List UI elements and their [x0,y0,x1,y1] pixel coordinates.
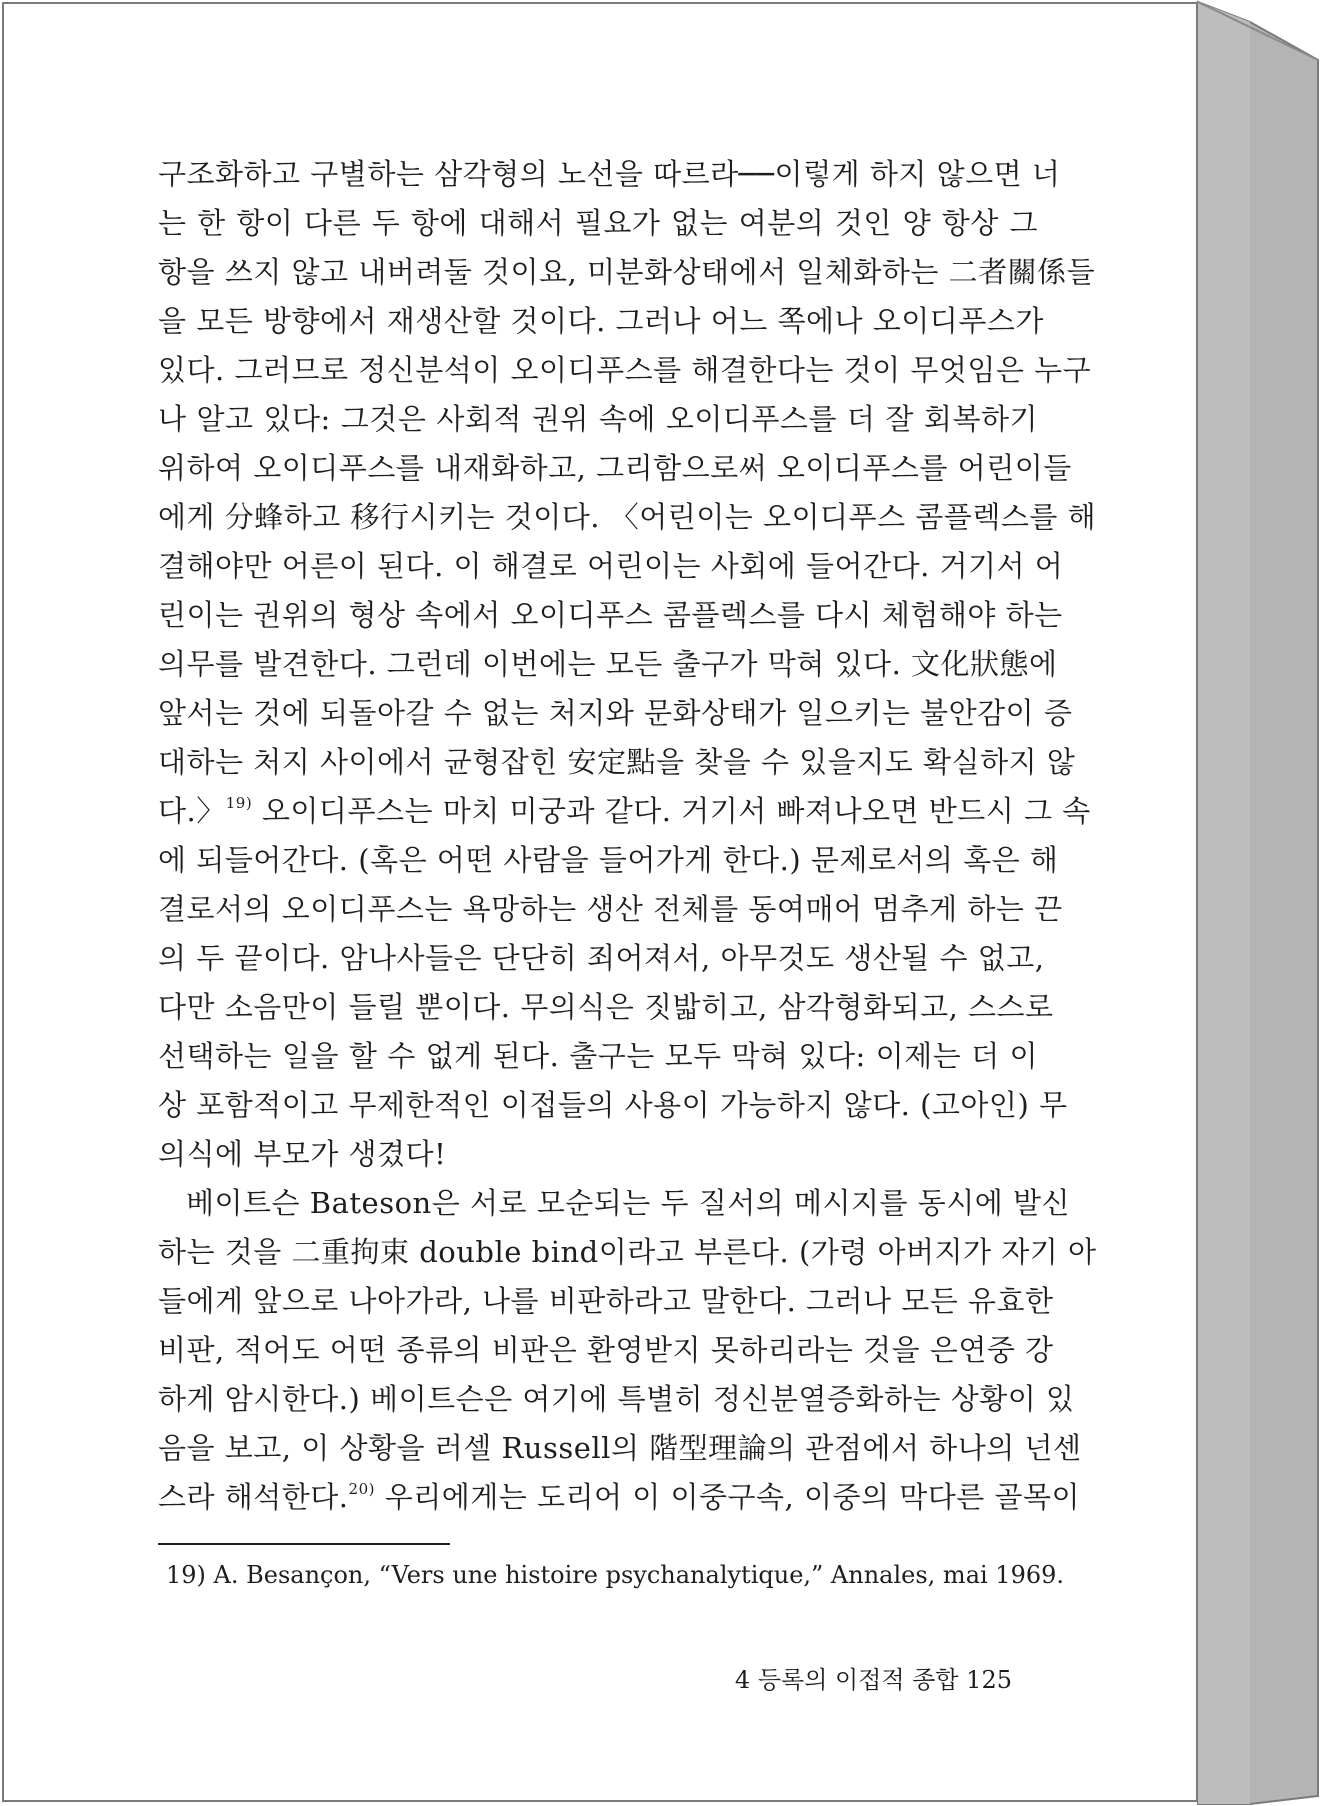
body-text [158,150,1097,1522]
text-line: 에 되들어간다. (혹은 어떤 사람을 들어가게 한다.) 문제로서의 혹은 해 [158,843,1059,877]
text-line: 선택하는 일을 할 수 없게 된다. 출구는 모두 막혀 있다: 이제는 더 이 [158,1039,1038,1073]
text-line-paragraph-end: 의식에 부모가 생겼다! [158,1137,447,1171]
text-line: 의무를 발견한다. 그런데 이번에는 모든 출구가 막혀 있다. 文化狀態에 [158,647,1058,681]
text-line: 나 알고 있다: 그것은 사회적 권위 속에 오이디푸스를 더 잘 회복하기 [158,402,1038,436]
text-line: 결로서의 오이디푸스는 욕망하는 생산 전체를 동여매어 멈추게 하는 끈 [158,892,1063,926]
text-line: 항을 쓰지 않고 내버려둘 것이요, 미분화상태에서 일체화하는 二者關係들 [158,255,1096,289]
text-line: 들에게 앞으로 나아가라, 나를 비판하라고 말한다. 그러나 모든 유효한 [158,1284,1054,1318]
text-fragment: 오이디푸스는 마치 미궁과 같다. 거기서 빠져나오면 반드시 그 속 [252,794,1091,828]
text-line: 린이는 권위의 형상 속에서 오이디푸스 콤플렉스를 다시 체험해야 하는 [158,598,1063,632]
text-line: 상 포함적이고 무제한적인 이접들의 사용이 가능하지 않다. (고아인) 무 [158,1088,1068,1122]
text-line-paragraph-start: 베이트슨 Bateson은 서로 모순되는 두 질서의 메시지를 동시에 발신 [186,1186,1071,1220]
text-line: 비판, 적어도 어떤 종류의 비판은 환영받지 못하리라는 것을 은연중 강 [158,1333,1054,1367]
footnote-divider [158,1543,450,1545]
text-line: 앞서는 것에 되돌아갈 수 없는 처지와 문화상태가 일으키는 불안감이 증 [158,696,1073,730]
page-footer: 4 등록의 이접적 종합 125 [734,1666,1012,1694]
text-line-footnote-ref [158,1473,1081,1522]
text-line: 는 한 항이 다른 두 항에 대해서 필요가 없는 여분의 것인 양 항상 그 [158,206,1038,240]
text-fragment: 스라 해석한다. [158,1480,349,1514]
text-line: 결해야만 어른이 된다. 이 해결로 어린이는 사회에 들어간다. 거기서 어 [158,549,1064,583]
footnote-19: 19) A. Besançon, “Vers une histoire psychanalytique,” Annales, mai 1969. [166,1561,1065,1589]
text-line: 하게 암시한다.) 베이트슨은 여기에 특별히 정신분열증화하는 상황이 있 [158,1382,1075,1416]
text-line: 대하는 처지 사이에서 균형잡힌 安定點을 찾을 수 있을지도 확실하지 않 [158,745,1076,779]
text-line: 을 모든 방향에서 재생산할 것이다. 그러나 어느 쪽에나 오이디푸스가 [158,304,1044,338]
text-line: 위하여 오이디푸스를 내재화하고, 그리함으로써 오이디푸스를 어린이들 [158,451,1072,485]
text-line: 하는 것을 二重拘束 double bind이라고 부른다. (가령 아버지가 자기 아 [158,1235,1097,1269]
footnote-ref-19: 19) [225,794,253,812]
text-line-footnote-ref [158,787,1091,836]
footnote-ref-20: 20) [348,1480,375,1498]
text-line: 구조화하고 구별하는 삼각형의 노선을 따르라──이렇게 하지 않으면 너 [158,157,1061,191]
text-line: 음을 보고, 이 상황을 러셀 Russell의 階型理論의 관점에서 하나의 넌센 [158,1431,1082,1465]
text-line: 있다. 그러므로 정신분석이 오이디푸스를 해결한다는 것이 무엇임은 누구 [158,353,1092,387]
text-fragment: 다.〉 [158,794,226,828]
text-line: 에게 分蜂하고 移行시키는 것이다. 〈어린이는 오이디푸스 콤플렉스를 해 [158,500,1097,534]
text-line: 의 두 끝이다. 암나사들은 단단히 죄어져서, 아무것도 생산될 수 없고, [158,941,1045,975]
text-line: 다만 소음만이 들릴 뿐이다. 무의식은 짓밟히고, 삼각형화되고, 스스로 [158,990,1054,1024]
text-fragment: 우리에게는 도리어 이 이중구속, 이중의 막다른 골목이 [374,1480,1081,1514]
